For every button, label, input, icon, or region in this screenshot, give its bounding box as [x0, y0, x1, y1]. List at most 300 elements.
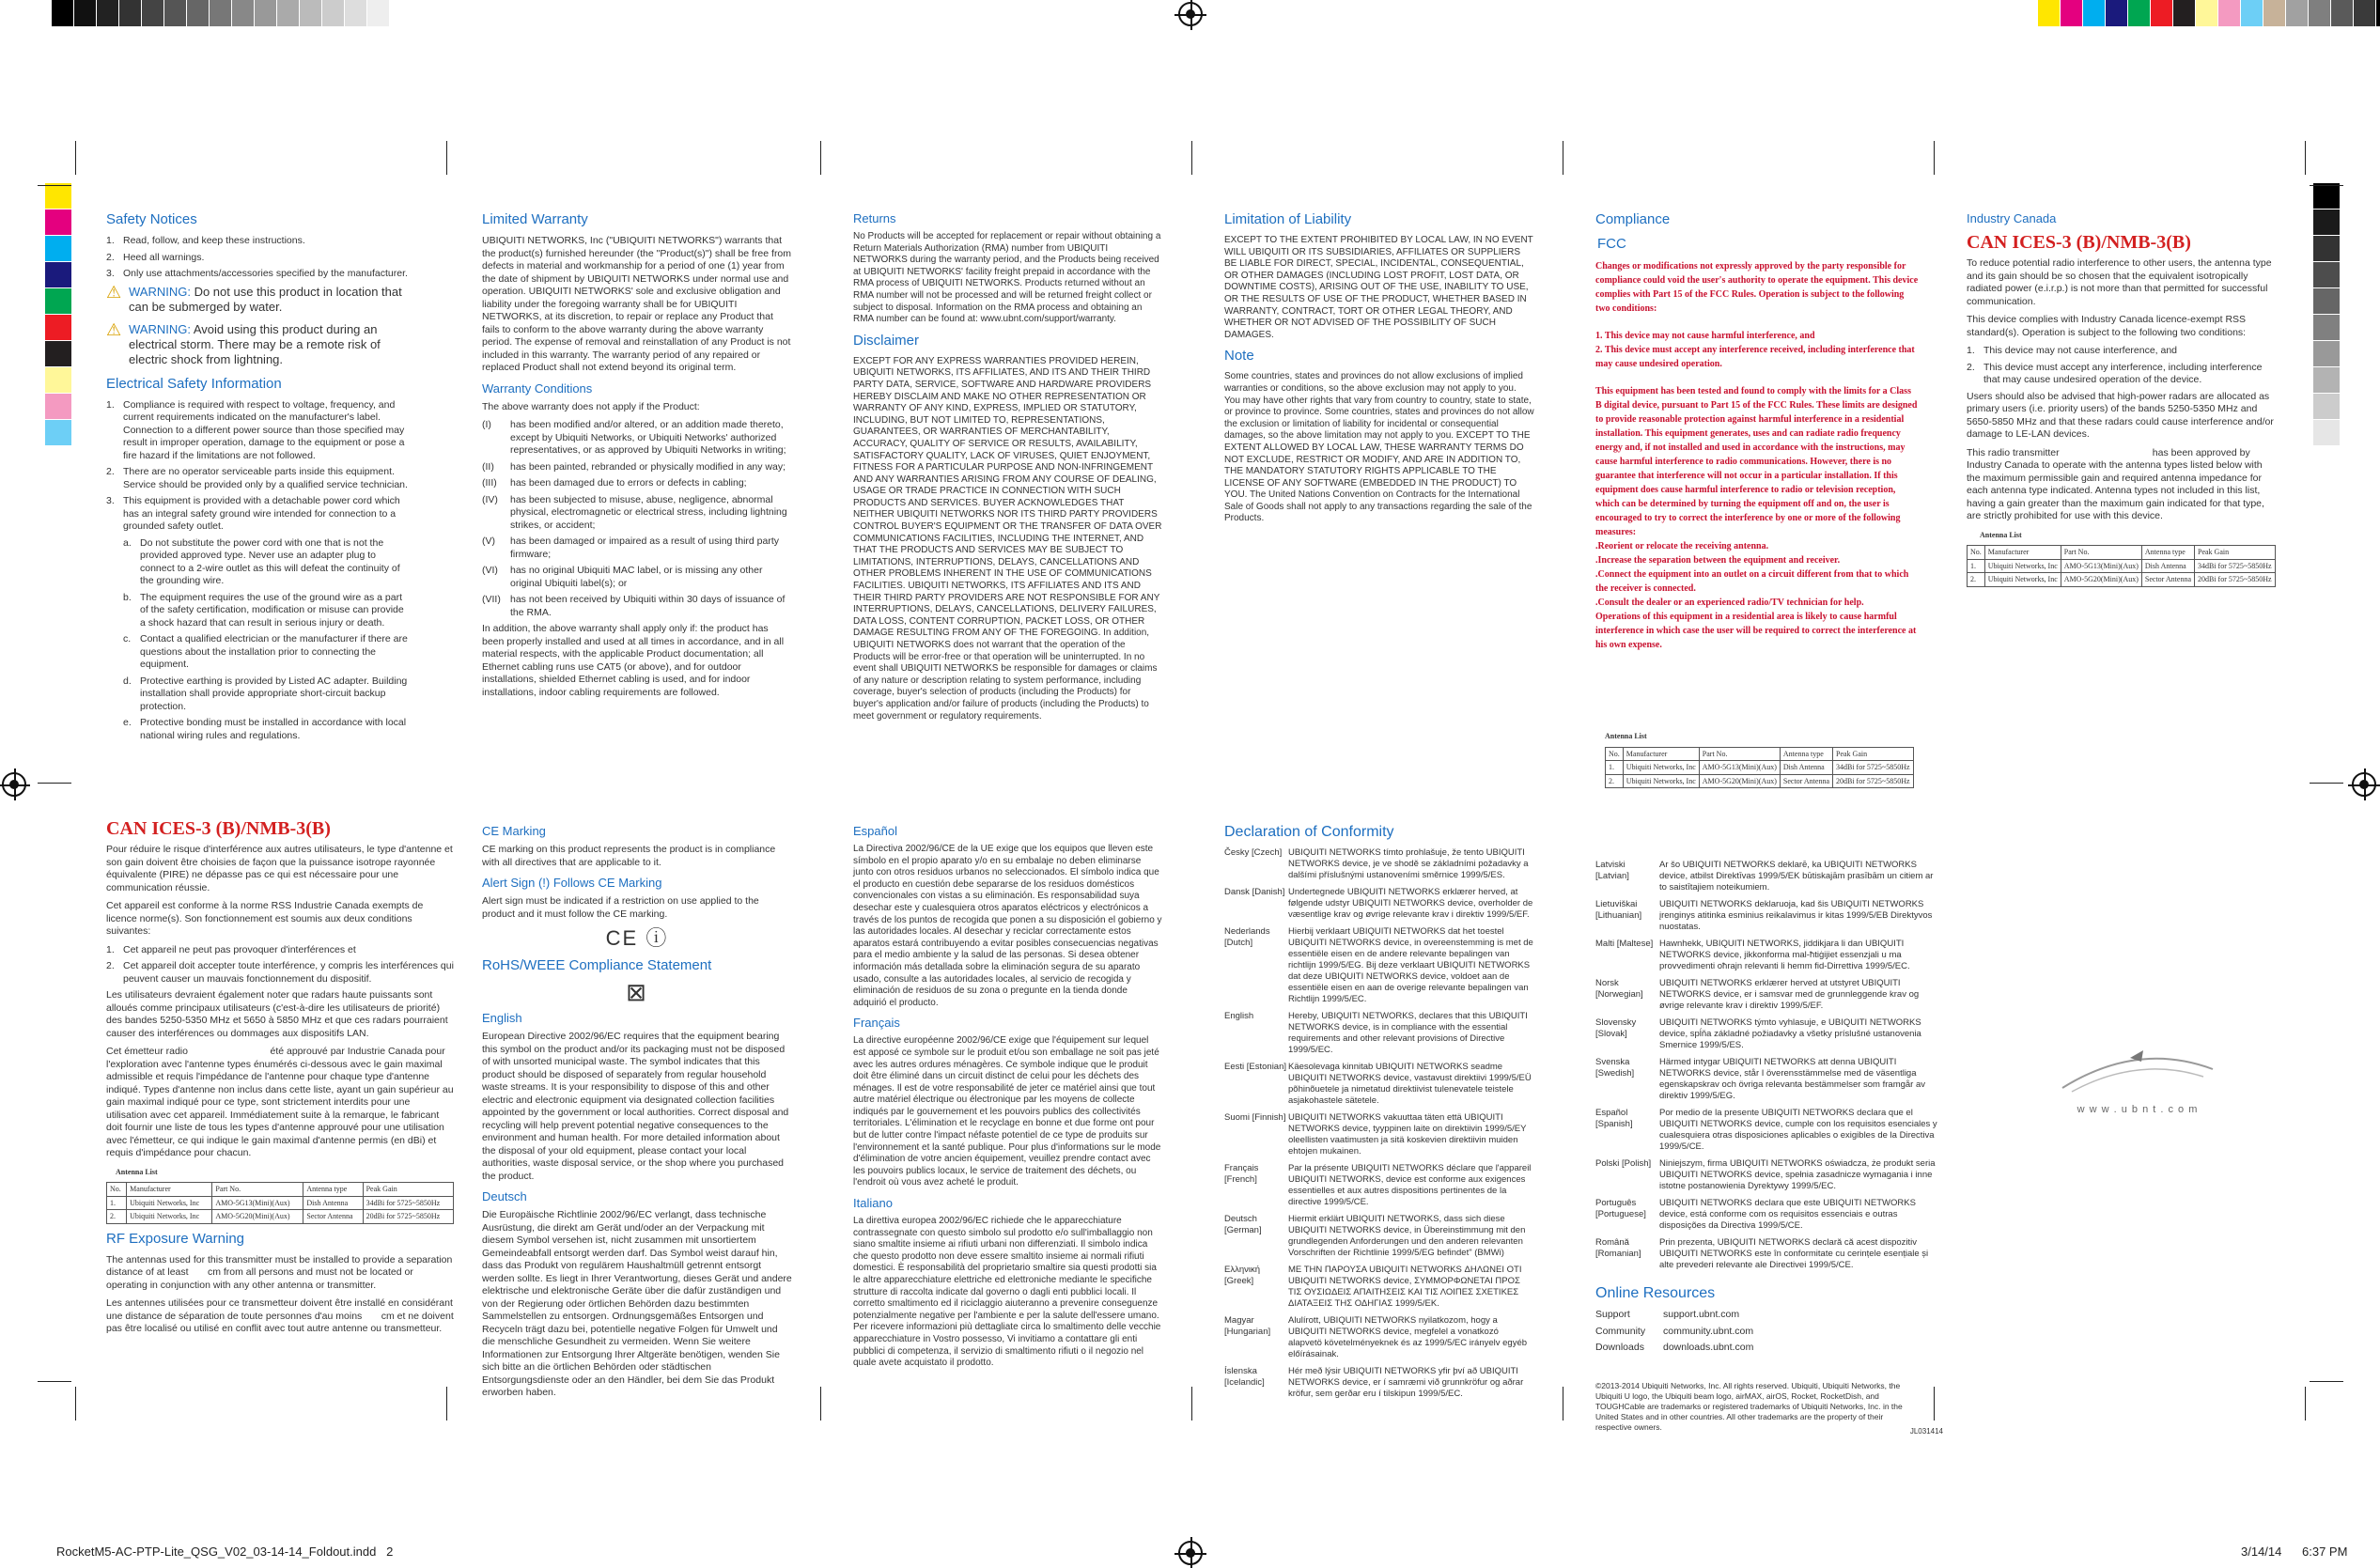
fcc-line: .Reorient or relocate the receiving antenna. — [1595, 541, 1769, 551]
disclaimer-title: Disclaimer — [853, 332, 920, 349]
alert-title: Alert Sign (!) Follows CE Marking — [482, 876, 662, 890]
electrical-list — [106, 399, 412, 743]
list-number: 3. — [106, 268, 115, 279]
color-swatch — [2309, 0, 2331, 26]
list-text: Cet appareil doit accepter toute interférence, y compris les interférences qui peuvent causer un mauvais fonctionnement du dispositif. — [123, 960, 454, 985]
doc-row — [1595, 1237, 1943, 1271]
list-text: There are no operator serviceable parts inside this equipment. Service should be provided only by a qualified service technician. — [123, 466, 408, 490]
doc-row — [1224, 1366, 1534, 1400]
table-header-cell: Antenna type — [2141, 546, 2194, 560]
resource-row — [1595, 1326, 1943, 1339]
list-number: 3. — [106, 495, 115, 506]
warranty-conditions-intro: The above warranty does not apply if the Product: — [482, 400, 700, 412]
table-cell: Dish Antenna — [1780, 761, 1832, 775]
fold-mark-h — [38, 783, 71, 784]
footer-time: 6:37 PM — [2302, 1545, 2348, 1559]
color-swatch — [2196, 0, 2218, 26]
doc-rows — [1224, 847, 1534, 1400]
panel-ce — [482, 817, 792, 1405]
table-cell: AMO-5G20(Mini)(Aux) — [2061, 573, 2141, 587]
doc-text: Hiermit erklärt UBIQUITI NETWORKS, dass sich diese UBIQUITI NETWORKS device, in Übereinstimmung mit den grundlegenden Anforderungen und den anderen relevanten Vorschriften der Richtlinie 1999/5/EG befindet" (BMWi) — [1288, 1214, 1526, 1258]
logo-url: w w w . u b n t . c o m — [2077, 1104, 2199, 1115]
list-text: This equipment is provided with a detachable power cord which has an integral safety ground wire intended for connection to a grounded safety outlet. — [123, 495, 400, 532]
list-letter: d. — [123, 675, 132, 687]
color-bar-right — [2313, 183, 2340, 446]
table-cell: Dish Antenna — [303, 1196, 363, 1210]
ic-title: Industry Canada — [1967, 211, 2057, 225]
list-subitem — [123, 717, 412, 742]
table-header-cell: Manufacturer — [1623, 747, 1699, 761]
list-text: Only use attachments/accessories specified by the manufacturer. — [123, 268, 408, 279]
list-text: Compliance is required with respect to voltage, frequency, and current requirements indicated on the manufacturer's label. Connection to a different power source than those specified may result in improper operation, damage to the equipment or pose a fire hazard if the limitations are not followed. — [123, 398, 405, 461]
table-cell: Ubiquiti Networks, Inc — [1623, 774, 1699, 788]
table-cell: 34dBi for 5725~5850Hz — [2195, 559, 2276, 573]
table-cell: 2. — [107, 1210, 127, 1224]
weee-bin-icon: ⊠ — [626, 977, 648, 1006]
condition-number: (II) — [482, 460, 494, 473]
fold-mark — [820, 141, 821, 175]
crop-mark — [2310, 185, 2343, 186]
fcc-line: .Connect the equipment into an outlet on a circuit different from that to which the receiver is connected. — [1595, 569, 1909, 594]
color-swatch — [2313, 288, 2340, 315]
fcc-line: Changes or modifications not expressly approved by the party responsible for compliance could void the user's authority to operate the equipment. This device complies with Part 15 of the FCC Rules. Operation is subject to the following two conditions: — [1595, 261, 1919, 314]
list-subitem — [123, 633, 412, 672]
doc-language: Suomi [Finnish] — [1224, 1112, 1286, 1123]
doc-text: Alulírott, UBIQUITI NETWORKS nyilatkozom, hogy a UBIQUITI NETWORKS device, megfelel a vonatkozó alapvetö követelményeknek és az 1999/5/EC irányelv egyéb előírásainak. — [1288, 1315, 1528, 1359]
warranty-addition: In addition, the above warranty shall apply only if: the product has been properly installed and used at all times in accordance, and in all material respects, with the applicable Product documentation; all Ethernet cabling runs use CAT5 (or above), and for outdoor installations, shielded Ethernet cabling is used, and for indoor installations, indoor cabling requirements are followed. — [482, 623, 785, 698]
electrical-title: Electrical Safety Information — [106, 375, 282, 392]
color-swatch — [2061, 0, 2083, 26]
list-item — [106, 252, 412, 265]
fcc-line: 1. This device may not cause harmful interference, and — [1595, 331, 1815, 341]
warning-water: ⚠ WARNING: Do not use this product in location that can be submerged by water. — [106, 282, 402, 314]
fcc-line: 2. This device must accept any interference received, including interference that may cause undesired operation. — [1595, 345, 1915, 369]
doc-language: Malti [Maltese] — [1595, 939, 1654, 949]
color-swatch — [2313, 394, 2340, 420]
condition-number: (VI) — [482, 565, 498, 576]
doc-row — [1224, 1265, 1534, 1310]
crop-mark — [75, 141, 76, 175]
registration-mark-top — [1178, 2, 1203, 26]
doc-text: Hér með lýsir UBIQUITI NETWORKS yfir því að UBIQUITI NETWORKS device, er í samræmi við grunnkröfur og aðrar kröfur, sem gerðar eru í tilskipun 1999/5/EC. — [1288, 1366, 1524, 1399]
table-cell: 20dBi for 5725~5850Hz — [1833, 774, 1914, 788]
list-text: Read, follow, and keep these instructions. — [123, 235, 305, 246]
doc-text: Härmed intygar UBIQUITI NETWORKS att denna UBIQUITI NETWORKS device, står I överensstämmelse med de väsentliga egenskapskrav och övriga relevanta bestämmelser som framgår av direktiv 1999/5/EG. — [1659, 1057, 1926, 1101]
table-cell: 1. — [1968, 559, 1985, 573]
color-swatch — [2313, 420, 2340, 446]
francais-title: Français — [853, 1016, 900, 1031]
doc-language: Ελληνική [Greek] — [1224, 1265, 1261, 1286]
crop-mark — [38, 185, 71, 186]
canfr-antenna-title: Antenna List — [116, 1167, 158, 1176]
doc-language: Magyar [Hungarian] — [1224, 1315, 1271, 1337]
table-cell: 20dBi for 5725~5850Hz — [2195, 573, 2276, 587]
table-header-cell: Antenna type — [303, 1183, 363, 1197]
doc-language: Polski [Polish] — [1595, 1158, 1652, 1169]
resource-row — [1595, 1342, 1943, 1355]
english-body: European Directive 2002/96/EC requires that the equipment bearing this symbol on the product and/or its packaging must not be disposed of with unsorted municipal waste. The symbol indicates that this product should be disposed of separately from regular household waste streams. It is your responsibility to dispose of this and other electric and electronic equipment via designated collection facilities appointed by the government or local authorities. Correct disposal and recycling will help prevent potential negative consequences to the environment and human health. For more detailed information about the disposal of your old equipment, please contact your local authorities, waste disposal service, or the shop where you purchased the product. — [482, 1031, 789, 1182]
color-swatch — [2083, 0, 2106, 26]
color-swatch — [142, 0, 164, 26]
doc-language: Deutsch [German] — [1224, 1214, 1262, 1235]
table-cell: AMO-5G13(Mini)(Aux) — [2061, 559, 2141, 573]
doc-text: ΜΕ ΤΗΝ ΠΑΡΟΥΣΑ UBIQUITI NETWORKS ΔΗΛΩΝΕΙ ΟΤΙ UBIQUITI NETWORKS device, ΣΥΜΜΟΡΦΩΝΕΤΑΙ ΠΡΟΣ ΤΙΣ ΟΥΣΙΩΔΕΙΣ ΑΠΑΙΤΗΣΕΙΣ ΚΑΙ ΤΙΣ ΛΟΙΠΕΣ ΣΧΕΤΙΚΕΣ ΔΙΑΤΑΞΕΙΣ ΤΗΣ ΟΔΗΓΙΑΣ 1999/5/ΕΚ. — [1288, 1265, 1522, 1309]
crop-mark — [2305, 1387, 2306, 1421]
crop-mark — [75, 1387, 76, 1421]
doc-text: Prin prezenta, UBIQUITI NETWORKS declară că acest dispozitiv UBIQUITI NETWORKS este în conformitate cu cerințele esențiale și alte prevederi relevante ale Directivei 1999/5/CE. — [1659, 1237, 1929, 1270]
doc-row — [1595, 1158, 1943, 1192]
doc-language: Eesti [Estonian] — [1224, 1062, 1287, 1072]
condition-text: has no original Ubiquiti MAC label, or is missing any other original Ubiquiti label(s); or — [510, 565, 763, 589]
color-swatch — [2313, 367, 2340, 394]
table-cell: AMO-5G13(Mini)(Aux) — [1699, 761, 1780, 775]
condition-item — [482, 565, 792, 590]
list-text: This device may not cause interference, and — [1983, 345, 2178, 356]
rf-p1: The antennas used for this transmitter must be installed to provide a separation distance of at least cm from all persons and must not be located or operating in conjunction with any other antenna or transmitter. — [106, 1253, 456, 1291]
doc-text: Hierbij verklaart UBIQUITI NETWORKS dat het toestel UBIQUITI NETWORKS device, in overeenstemming is met de essentiële eisen en de andere relevante bepalingen van richtlijn 1999/5/EG. Bij deze verklaart UBIQUITI NETWORKS dat deze UBIQUITI NETWORKS device, voldoet aan de essentiële eisen en aan de overige relevante bepalingen van Richtlijn 1999/5/EC. — [1288, 926, 1533, 1004]
list-number: 1. — [106, 235, 115, 246]
doc-language: Nederlands [Dutch] — [1224, 926, 1270, 948]
color-swatch — [2218, 0, 2241, 26]
can-ices-fr-title: CAN ICES-3 (B)/NMB-3(B) — [106, 818, 331, 839]
color-swatch — [2038, 0, 2061, 26]
ce-p2: Alert sign must be indicated if a restriction on use applied to the product and it must follow the CE marking. — [482, 895, 759, 920]
table-header-row — [1606, 747, 1914, 761]
list-item — [106, 235, 412, 248]
list-item — [1967, 362, 2277, 387]
list-item — [106, 399, 412, 463]
table-cell: 2. — [1606, 774, 1624, 788]
color-swatch — [97, 0, 119, 26]
can-ices-title: CAN ICES-3 (B)/NMB-3(B) — [1967, 232, 2191, 253]
doc-language: Dansk [Danish] — [1224, 887, 1285, 897]
condition-text: has been damaged or impaired as a result of using third party firmware; — [510, 536, 779, 560]
table-header-row — [107, 1183, 454, 1197]
warning-icon: ⚠ — [106, 282, 122, 302]
color-swatch — [45, 288, 71, 315]
color-swatch — [45, 420, 71, 446]
color-swatch — [367, 0, 390, 26]
color-swatch — [2263, 0, 2286, 26]
doc-text: Hereby, UBIQUITI NETWORKS, declares that this UBIQUITI NETWORKS device, is in compliance with the essential requirements and other relevant provisions of Directive 1999/5/EC. — [1288, 1011, 1528, 1055]
condition-item — [482, 477, 792, 490]
doc-rows-continued — [1595, 860, 1943, 1271]
table-cell: AMO-5G13(Mini)(Aux) — [212, 1196, 303, 1210]
returns-title: Returns — [853, 211, 896, 225]
color-swatch — [390, 0, 412, 26]
note-body: Some countries, states and provinces do not allow exclusions of implied warranties or conditions, so the above exclusion may not apply to you. You may have other rights that vary from country to country, state to state, or province to province. Some countries, states and provinces do not allow the exclusion or limitation of liability for incidental or consequential damages, so the above limitation may not apply to you. EXCEPT TO THE EXTENT ALLOWED BY LOCAL LAW, THESE WARRANTY TERMS DO NOT EXCLUDE, RESTRICT OR MODIFY, AND ARE IN ADDITION TO, THE MANDATORY STATUTORY RIGHTS APPLICABLE TO THE LICENSE OF ANY SOFTWARE (EMBEDDED IN THE PRODUCT) TO YOU. The United Nations Convention on Contracts for the International Sale of Goods shall not apply to any transactions regarding the sale of the Products. — [1224, 371, 1534, 524]
color-swatch — [2106, 0, 2128, 26]
table-cell: Ubiquiti Networks, Inc — [127, 1210, 212, 1224]
resources-list — [1595, 1309, 1943, 1355]
copyright: ©2013-2014 Ubiquiti Networks, Inc. All rights reserved. Ubiquiti, Ubiquiti Networks, the Ubiquiti U logo, the Ubiquiti beam logo, airMAX, airOS, Rocket, RocketDish, and TOUGHCable are trademarks or registered trademarks of Ubiquiti Networks, Inc. in the United States and in other countries. All other trademarks are the property of their respective owners. — [1595, 1380, 1903, 1432]
color-swatch — [2376, 0, 2380, 26]
list-number: 2. — [106, 251, 115, 263]
doc-language: Íslenska [Icelandic] — [1224, 1366, 1265, 1388]
crop-mark — [2310, 1381, 2343, 1382]
table-cell: Sector Antenna — [1780, 774, 1832, 788]
doc-language: Latviski [Latvian] — [1595, 860, 1629, 881]
list-text: This device must accept any interference, including interference that may cause undesired operation of the device. — [1983, 361, 2263, 385]
color-swatch — [210, 0, 232, 26]
returns-body: No Products will be accepted for replacement or repair without obtaining a Return Materials Authorization (RMA) number from UBIQUITI NETWORKS during the warranty period, and the Products being received at UBIQUITI NETWORKS' facility freight prepaid in accordance with the RMA process of UBIQUITI NETWORKS. Products returned without an RMA number will not be processed and will be returned freight collect or subject to disposal. Information on the RMA process and obtaining an RMA number can be found at: www.ubnt.com/support/warranty. — [853, 231, 1161, 325]
francais-body: La directive européenne 2002/96/CE exige que l'équipement sur lequel est apposé ce symbole sur le produit et/ou son emballage ne soit pas jeté avec les autres ordures ménagères. Ce symbole indique que le produit doit être éliminé dans un circuit distinct de celui pour les déchets des ménages. Il est de votre responsabilité de jeter ce matériel ainsi que tout autre matériel électrique ou électronique par les moyens de collecte indiqués par le gouvernement et les pouvoirs publics des collectivités territoriales. L'élimination et le recyclage en bonne et due forme ont pour but de lutter contre l'impact néfaste potentiel de ce type de produits sur l'environnement et la santé publique. Pour plus d'informations sur le mode d'élimination de votre ancien équipement, veuillez prendre contact avec les pouvoirs publics locaux, le service de traitement des déchets, ou l'endroit où vous avez acheté le produit. — [853, 1035, 1161, 1188]
color-swatch — [2173, 0, 2196, 26]
table-cell: 1. — [1606, 761, 1624, 775]
resource-link[interactable]: community.ubnt.com — [1663, 1325, 1754, 1337]
table-header-cell: Part No. — [2061, 546, 2141, 560]
table-row — [1606, 774, 1914, 788]
italiano-body: La direttiva europea 2002/96/EC richiede che le apparecchiature contrassegnate con questo simbolo sul prodotto e/o sull'imballaggio non siano smaltite insieme ai rifiuti urbani non differenziati. Il simbolo indica che questo prodotto non deve essere smaltito insieme ai normali rifiuti domestici. È responsabilità del proprietario smaltire sia questi prodotti sia le altre apparecchiature elettriche ed elettroniche mediante le specifiche strutture di raccolta indicate dal governo o dagli enti pubblici locali. Il corretto smaltimento ed il riciclaggio aiuteranno a prevenire conseguenze potenzialmente negative per l'ambiente e per la salute dell'essere umano. Per ricevere informazioni più dettagliate circa lo smaltimento delle vecchie apparecchiature in Vostro possesso, Vi invitiamo a contattare gli enti pubblici di competenza, il servizio di smaltimento rifiuti o il negozio nel quale avete acquistato il prodotto. — [853, 1216, 1161, 1369]
ic-p3: Users should also be advised that high-power radars are allocated as primary users (i.e. priority users) of the bands 5250-5350 MHz and 5650-5850 MHz and that these radars could cause interference and/or damage to LE-LAN devices. — [1967, 390, 2274, 440]
fcc-title: FCC — [1597, 236, 1626, 252]
list-number: 1. — [106, 943, 115, 955]
doc-text: UBIQUITI NETWORKS tímto prohlašuje, že tento UBIQUITI NETWORKS device, je ve shodě se základními požadavky a dalšími příslušnými ustanoveními směrnice 1999/5/ES. — [1288, 847, 1529, 880]
doc-text: UBIQUITI NETWORKS declara que este UBIQUITI NETWORKS device, está conforme com os requisitos essenciais e outras disposições da Directiva 1999/5/CE. — [1659, 1198, 1916, 1231]
doc-row — [1224, 1112, 1534, 1157]
table-cell: 34dBi for 5725~5850Hz — [363, 1196, 453, 1210]
fold-mark — [820, 1387, 821, 1421]
resource-row — [1595, 1309, 1943, 1322]
table-header-cell: Peak Gain — [363, 1183, 453, 1197]
doc-text: UBIQUITI NETWORKS vakuuttaa täten että UBIQUITI NETWORKS device, tyyppinen laite on direktiivin 1999/5/EY oleellisten vaatimusten ja sitä koskevien direktiivin muiden ehtojen mukainen. — [1288, 1112, 1527, 1157]
rf-exposure-title: RF Exposure Warning — [106, 1230, 244, 1247]
doc-row — [1595, 860, 1943, 893]
condition-item — [482, 594, 792, 619]
table-cell: Ubiquiti Networks, Inc — [1623, 761, 1699, 775]
doc-language: Norsk [Norwegian] — [1595, 978, 1643, 1000]
color-swatch — [322, 0, 345, 26]
fcc-text — [1595, 259, 1920, 652]
footer-filename: RocketM5-AC-PTP-Lite_QSG_V02_03-14-14_Foldout.indd 2 — [56, 1545, 394, 1559]
ic-antenna-title: Antenna List — [1980, 530, 2022, 539]
antenna-table — [1605, 747, 1914, 789]
panel-compliance — [1595, 205, 1920, 785]
panel-industry-canada — [1967, 205, 2277, 591]
table-header-cell: Antenna type — [1780, 747, 1832, 761]
table-header-row — [1968, 546, 2276, 560]
doc-row — [1595, 899, 1943, 933]
color-swatch — [45, 183, 71, 210]
condition-number: (III) — [482, 477, 497, 489]
condition-item — [482, 461, 792, 474]
doc-row — [1595, 1057, 1943, 1102]
doc-language: Română [Romanian] — [1595, 1237, 1641, 1259]
compliance-title: Compliance — [1595, 211, 1671, 227]
ce-title: CE Marking — [482, 824, 546, 838]
fold-mark — [1191, 1387, 1192, 1421]
color-swatch — [300, 0, 322, 26]
list-item — [106, 466, 412, 491]
fcc-antenna-list: Antenna List No. Manufacturer Part No. Antenna type Peak Gain 1. Ubiquiti Networks, Inc AMO-5G13(Mini)(Aux) Dish Antenna 34dBi for 5725~5850Hz 2. Ubiquiti Networks, Inc AMO-5G20(Mini)(Aux) Sector Antenna 20dBi for 5725~5850Hz — [1605, 726, 1914, 792]
doc-row — [1595, 978, 1943, 1012]
panel-doc — [1224, 817, 1534, 1405]
color-swatch — [2354, 0, 2376, 26]
doc-language: English — [1224, 1011, 1254, 1021]
table-header-cell: No. — [1606, 747, 1624, 761]
doc-row — [1224, 1163, 1534, 1208]
registration-mark-bottom — [1178, 1541, 1203, 1565]
condition-text: has been modified and/or altered, or an addition made thereto, except by Ubiquiti Networks, or Ubiquiti Networks' authorized representatives, or as approved by Ubiquiti Networks in writing; — [510, 419, 786, 456]
espanol-title: Español — [853, 824, 897, 838]
table-cell: 34dBi for 5725~5850Hz — [1833, 761, 1914, 775]
doc-language: Português [Portuguese] — [1595, 1198, 1646, 1219]
table-cell: AMO-5G20(Mini)(Aux) — [1699, 774, 1780, 788]
doc-text: Hawnhekk, UBIQUITI NETWORKS, jiddikjara li dan UBIQUITI NETWORKS device, jikkonforma mal-ħtiġijiet essenzjali u ma provvedimenti oħrajn relevanti li hemm fid-Dirrettiva 1999/5/EC. — [1659, 939, 1910, 971]
table-row — [107, 1196, 454, 1210]
table-row — [107, 1210, 454, 1224]
list-text: Protective earthing is provided by Listed AC adapter. Building installation shall provide appropriate short-circuit backup protection. — [140, 675, 408, 712]
table-header-cell: Part No. — [1699, 747, 1780, 761]
condition-text: has been painted, rebranded or physically modified in any way; — [510, 460, 786, 473]
resource-label: Downloads — [1595, 1342, 1644, 1353]
color-swatch — [2313, 210, 2340, 236]
fcc-line: This equipment has been tested and found to comply with the limits for a Class B digital device, pursuant to Part 15 of the FCC Rules. These limits are designed to provide reasonable protection against harmful interference in a residential installation. This equipment generates, uses and can radiate radio frequency energy and, if not installed and used in accordance with the instructions, may cause harmful interference to radio communications. However, there is no guarantee that interference will not occur in a particular installation. If this equipment does cause harmful interference to radio or television reception, which can be determined by turning the equipment off and on, the user is encouraged to try to correct the interference by one or more of the following measures: — [1595, 386, 1918, 537]
color-swatch — [187, 0, 210, 26]
footer-date: 3/14/14 — [2241, 1545, 2282, 1559]
doc-row — [1595, 1108, 1943, 1153]
condition-text: has been subjected to misuse, abuse, negligence, abnormal physical, electromagnetic or electrical stress, including lightning strikes, or accident; — [510, 493, 787, 531]
doc-row — [1224, 1062, 1534, 1107]
registration-mark-left — [2, 772, 26, 797]
condition-text: has been damaged due to errors or defects in cabling; — [510, 477, 747, 489]
italiano-title: Italiano — [853, 1196, 893, 1211]
warranty-body: UBIQUITI NETWORKS, Inc ("UBIQUITI NETWORKS") warrants that the product(s) furnished hereunder (the "Product(s)") shall be free from defects in material and workmanship for a period of one (1) year from the date of shipment by UBIQUITI NETWORKS under normal use and operation. UBIQUITI NETWORKS' sole and exclusive obligation and liability under the foregoing warranty shall be for UBIQUITI NETWORKS, at its discretion, to repair or replace any Product that fails to conform to the above warranty during the above warranty period. The expense of removal and reinstallation of any Product is not included in this warranty. The warranty period of any repaired or replaced Product shall not extend beyond its original term. — [482, 235, 792, 373]
panel-returns — [853, 205, 1163, 728]
condition-number: (VII) — [482, 594, 501, 605]
color-bar-top-right — [2038, 0, 2380, 26]
ubiquiti-logo-icon — [2053, 1050, 2222, 1097]
color-swatch — [119, 0, 142, 26]
table-header-cell: Part No. — [212, 1183, 303, 1197]
color-swatch — [45, 262, 71, 288]
table-cell: 1. — [107, 1196, 127, 1210]
canfr-p4: Cet émetteur radio été approuvé par Industrie Canada pour l'exploration avec l'antenne types énumérés ci-dessous avec le gain maximal admissible et requis l'impédance de l'antenne pour chaque type d'antenne indiqué. Types d'antenne non inclus dans cette liste, ayant un gain supérieur au gain maximal indiqué pour ce type, sont strictement interdits pour une utilisation avec cet appareil. Immédiatement suite à la remarque, le fabricant doit fournir une liste de tous les types d'antenne approuvé pour une utilisation avec l'émetteur, ce qui indique le gain maximal d'antenne permis (en dBi) et requis d'impédance pour chacun. — [106, 1046, 457, 1158]
panel-liability — [1224, 205, 1534, 531]
color-swatch — [52, 0, 74, 26]
color-swatch — [45, 367, 71, 394]
color-swatch — [164, 0, 187, 26]
resource-link[interactable]: support.ubnt.com — [1663, 1309, 1740, 1320]
warranty-title: Limited Warranty — [482, 211, 588, 227]
color-swatch — [74, 0, 97, 26]
table-header-cell: Manufacturer — [127, 1183, 212, 1197]
resource-label: Support — [1595, 1309, 1630, 1320]
canfr-p1: Pour réduire le risque d'interférence aux autres utilisateurs, le type d'antenne et son gain doivent être choisies de façon que la puissance isotrope rayonnée équivalente (PIRE) ne dépasse pas ce qui est nécessaire pour une communication réussie. — [106, 844, 453, 893]
panel-can-fr — [106, 817, 457, 1342]
canfr-p2: Cet appareil est conforme à la norme RSS Industrie Canada exempts de licence norme(s). Son fonctionnement est soumis aux deux conditions suivantes: — [106, 900, 424, 937]
table-cell: Sector Antenna — [2141, 573, 2194, 587]
condition-item — [482, 494, 792, 533]
fcc-line: .Increase the separation between the equipment and receiver. — [1595, 555, 1841, 566]
color-swatch — [45, 394, 71, 420]
list-number: 2. — [106, 960, 115, 971]
list-item — [106, 268, 412, 281]
panel-languages — [853, 817, 1163, 1375]
panel-warranty — [482, 205, 792, 705]
list-item — [1967, 345, 2277, 358]
safety-title: Safety Notices — [106, 211, 197, 227]
color-swatch — [2313, 262, 2340, 288]
doc-language: Lietuviškai [Lithuanian] — [1595, 899, 1642, 921]
color-swatch — [45, 210, 71, 236]
list-item — [106, 944, 454, 957]
color-swatch — [255, 0, 277, 26]
list-subitem — [123, 537, 412, 588]
color-swatch — [45, 315, 71, 341]
doc-row — [1224, 1011, 1534, 1056]
list-letter: a. — [123, 536, 132, 549]
list-text: Protective bonding must be installed in accordance with local national wiring rules and regulations. — [140, 717, 407, 741]
crop-mark — [2305, 141, 2306, 175]
canfr-list — [106, 944, 454, 986]
list-letter: c. — [123, 633, 132, 644]
doc-language: Español [Spanish] — [1595, 1108, 1633, 1129]
table-cell: Ubiquiti Networks, Inc — [1984, 573, 2061, 587]
liability-title: Limitation of Liability — [1224, 211, 1352, 227]
color-swatch — [2331, 0, 2354, 26]
doc-row — [1595, 1017, 1943, 1051]
list-text: The equipment requires the use of the ground wire as a part of the safety certification, modification or misuse can provide a shock hazard that can result in serious injury or death. — [140, 591, 404, 629]
list-subitem — [123, 675, 412, 714]
list-number: 1. — [106, 398, 115, 411]
table-row — [1606, 761, 1914, 775]
color-swatch — [45, 341, 71, 367]
doc-code: JL031414 — [1909, 1427, 1943, 1436]
table-header-cell: Peak Gain — [1833, 747, 1914, 761]
fold-mark — [1934, 141, 1935, 175]
table-row — [1968, 573, 2276, 587]
doc-text: UBIQUITI NETWORKS erklærer herved at utstyret UBIQUITI NETWORKS device, er i samsvar med de grunnleggende krav og øvrige relevante krav i direktiv 1999/5/EF. — [1659, 978, 1920, 1011]
warning-storm: ⚠ WARNING: Avoid using this product during an electrical storm. There may be a remote risk of electric shock from lightning. — [106, 319, 381, 366]
resource-link[interactable]: downloads.ubnt.com — [1663, 1342, 1754, 1353]
deutsch-title: Deutsch — [482, 1189, 527, 1203]
list-number: 1. — [1967, 345, 1975, 356]
online-resources-title: Online Resources — [1595, 1285, 1716, 1301]
ce-p1: CE marking on this product represents the product is in compliance with all directives that are applicable to it. — [482, 844, 776, 868]
doc-row — [1224, 926, 1534, 1005]
ic-list — [1967, 345, 2277, 387]
doc-text: Ar šo UBIQUITI NETWORKS deklarē, ka UBIQUITI NETWORKS device, atbilst Direktīvas 1999/5/EK būtiskajām prasībām un citiem ar to saistītajiem noteikumiem. — [1659, 860, 1934, 893]
ic-p1: To reduce potential radio interference to other users, the antenna type and its gain should be so chosen that the equivalent isotropically radiated power (e.i.r.p.) is not more than that permitted for successful communication. — [1967, 257, 2272, 307]
ic-p4: This radio transmitter has been approved by Industry Canada to operate with the antenna types listed below with the maximum permissible gain and required antenna impedance for each antenna type indicated. Antenna types not included in this list, having a gain greater than the maximum gain indicated for that type, are strictly prohibited for use with this device. — [1967, 446, 2267, 521]
table-header-cell: Manufacturer — [1984, 546, 2061, 560]
list-text: Contact a qualified electrician or the manufacturer if there are questions about the installation prior to connecting the equipment. — [140, 633, 408, 670]
doc-row — [1224, 847, 1534, 881]
color-swatch — [2241, 0, 2263, 26]
table-cell: Sector Antenna — [303, 1210, 363, 1224]
list-letter: b. — [123, 591, 132, 603]
table-header-cell: No. — [107, 1183, 127, 1197]
table-header-cell: Peak Gain — [2195, 546, 2276, 560]
doc-row — [1595, 1198, 1943, 1232]
canfr-p3: Les utilisateurs devraient également noter que radars haute puissants sont alloués comme principaux utilisateurs (c'est-à-dire les utilisateurs de priorité) des bandes 5250-5350 MHz et 5650 à 5850 MHz et que ces radars pourraient causer des interférences ou dommages aux dispositifs LAN. — [106, 989, 448, 1039]
table-cell: AMO-5G20(Mini)(Aux) — [212, 1210, 303, 1224]
table-cell: Ubiquiti Networks, Inc — [127, 1196, 212, 1210]
condition-number: (I) — [482, 419, 491, 430]
doc-text: UBIQUITI NETWORKS týmto vyhlasuje, e UBIQUITI NETWORKS device, spĺňa základné požiadavky a všetky príslušné ustanovenia Smernice 1999/5/ES. — [1659, 1017, 1921, 1050]
list-item — [106, 495, 412, 534]
note-title: Note — [1224, 348, 1254, 365]
ubnt-logo — [2053, 1050, 2222, 1116]
table-cell: 2. — [1968, 573, 1985, 587]
list-number: 2. — [1967, 361, 1975, 373]
panel-safety — [106, 205, 412, 746]
antenna-table — [106, 1182, 454, 1224]
color-swatch — [2313, 236, 2340, 262]
warning-icon: ⚠ — [106, 319, 122, 339]
fcc-line: Operations of this equipment in a residential area is likely to cause harmful interference in which case the user will be required to correct the interference at his own expense. — [1595, 612, 1917, 650]
